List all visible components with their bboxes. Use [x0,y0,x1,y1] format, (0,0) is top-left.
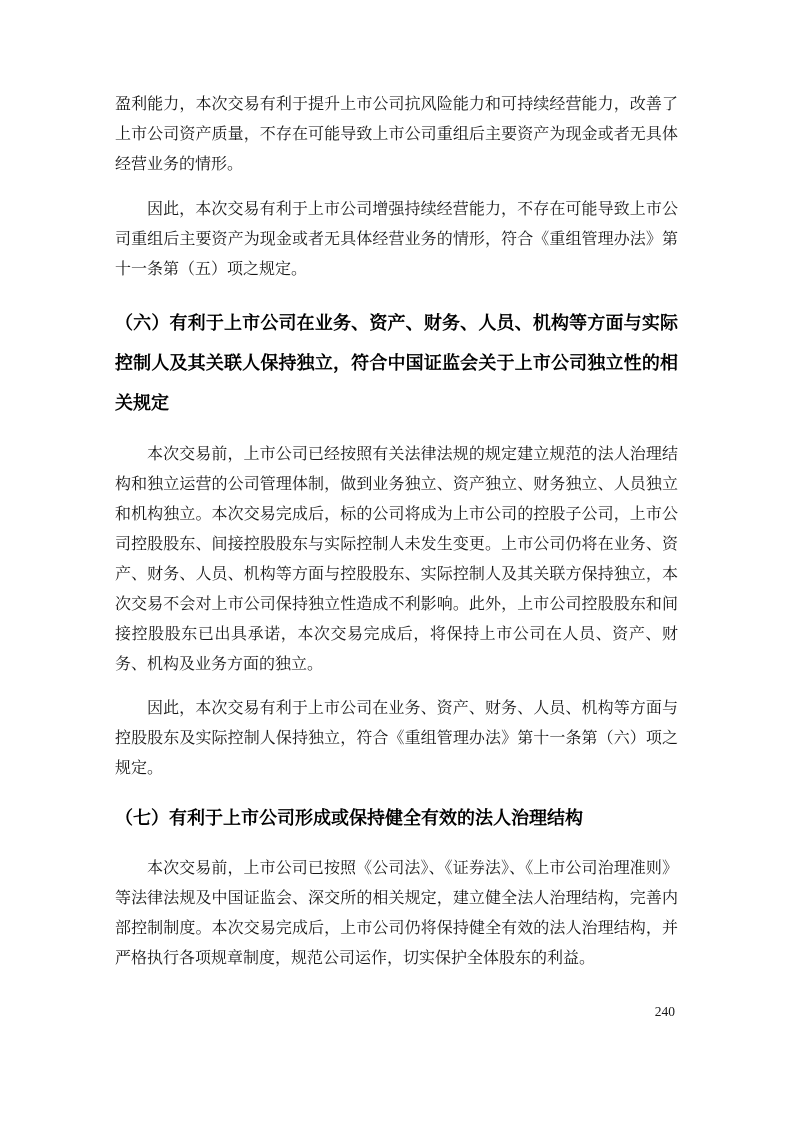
page-number: 240 [654,1004,675,1019]
page-content [115,90,678,974]
paragraph-profitability-continuation: 盈利能力，本次交易有利于提升上市公司抗风险能力和可持续经营能力，改善了上市公司资产质量，不存在可能导致上市公司重组后主要资产为现金或者无具体经营业务的情形。 [115,96,678,173]
paragraph-conclusion-item-5: 因此，本次交易有利于上市公司增强持续经营能力，不存在可能导致上市公司重组后主要资产为现金或者无具体经营业务的情形，符合《重组管理办法》第十一条第（五）项之规定。 [115,201,678,278]
paragraph-conclusion-item-6: 因此，本次交易有利于上市公司在业务、资产、财务、人员、机构等方面与控股股东及实际控制人保持独立，符合《重组管理办法》第十一条第（六）项之规定。 [115,700,678,777]
section-heading-7-governance: （七）有利于上市公司形成或保持健全有效的法人治理结构 [115,808,583,828]
paragraph-independence-detail: 本次交易前，上市公司已经按照有关法律法规的规定建立规范的法人治理结构和独立运营的公司管理体制，做到业务独立、资产独立、财务独立、人员独立和机构独立。本次交易完成后，标的公司将成为上市公司的控股子公司，上市公司控股股东、间接控股股东与实际控制人未发生变更。上市公司仍将在业务、资产、财务、人员、机构等方面与控股股东、实际控制人及其关联方保持独立，本次交易不会对上市公司保持独立性造成不利影响。此外，上市公司控股股东和间接控股股东已出具承诺，本次交易完成后，将保持上市公司在人员、资产、财务、机构及业务方面的独立。 [115,446,678,673]
section-heading-6-independence: （六）有利于上市公司在业务、资产、财务、人员、机构等方面与实际控制人及其关联人保持独立，符合中国证监会关于上市公司独立性的相关规定 [115,313,678,413]
paragraph-governance-detail: 本次交易前，上市公司已按照《公司法》、《证券法》、《上市公司治理准则》等法律法规及中国证监会、深交所的相关规定，建立健全法人治理结构，完善内部控制制度。本次交易完成后，上市公司仍将保持健全有效的法人治理结构，并严格执行各项规章制度，规范公司运作，切实保护全体股东的利益。 [115,860,678,967]
